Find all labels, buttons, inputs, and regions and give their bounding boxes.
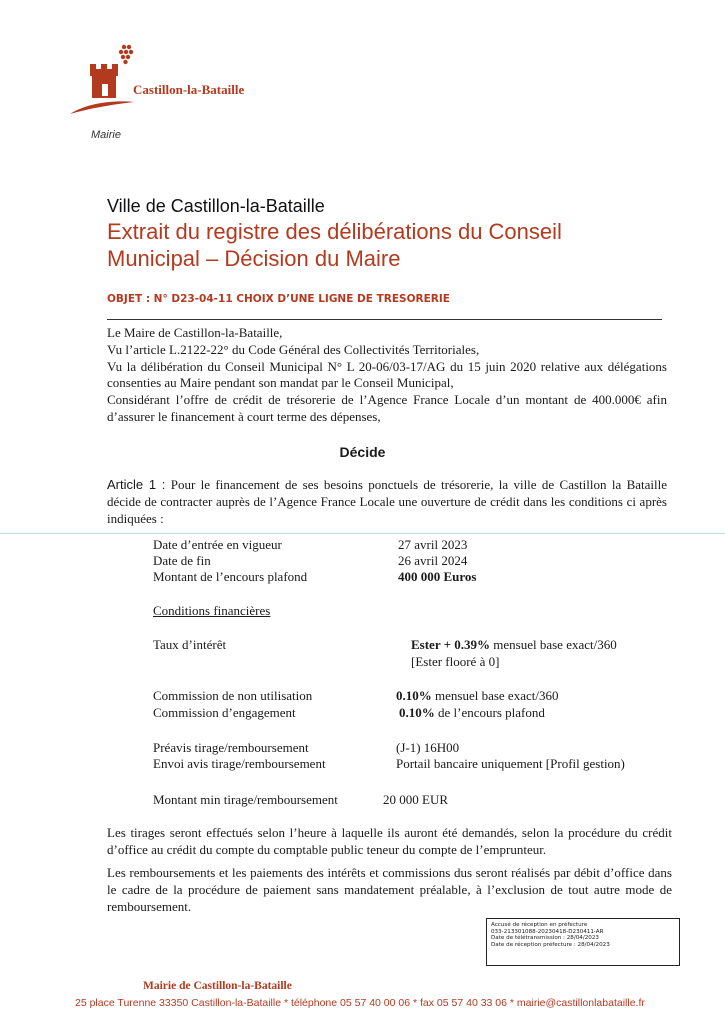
article-1 xyxy=(107,476,667,527)
objet-line: OBJET : N° D23-04-11 CHOIX D’UNE LIGNE DE TRESORERIE xyxy=(107,293,450,305)
commission-label: Commission de non utilisation xyxy=(153,688,313,703)
town-logo xyxy=(68,42,138,122)
footer-address: 25 place Turenne 33350 Castillon-la-Bataille * téléphone 05 57 40 00 06 * fax 05 57 40 33 06 * mairie@castillonlabataille.fr xyxy=(75,997,645,1009)
prefecture-receipt-stamp xyxy=(486,918,680,966)
term-label: Date de fin xyxy=(153,553,211,568)
taux-note: [Ester flooré à 0] xyxy=(411,654,500,669)
intro-block xyxy=(107,325,667,426)
castle-logo-icon xyxy=(68,42,138,122)
article-1-text: Pour le financement de ses besoins ponctuels de trésorerie, la ville de Castillon la Bataille décide de contracter auprès de l’Agence France Locale une ouverture de crédit dans les conditions ci après indiquées : xyxy=(107,477,668,526)
intro-line: Vu la délibération du Conseil Municipal N° L 20-06/03-17/AG du 15 juin 2020 relative aux délégations consenties au Maire pendant son mandat par le Conseil Municipal, xyxy=(107,358,667,391)
term-label: Montant de l’encours plafond xyxy=(153,569,308,584)
term-label: Date d’entrée en vigueur xyxy=(153,537,282,552)
ville-heading: Ville de Castillon-la-Bataille xyxy=(107,196,325,216)
taux-base: mensuel base exact/360 xyxy=(490,637,617,652)
commission-rate: 0.10% xyxy=(396,688,432,703)
commission-label: Commission d’engagement xyxy=(153,705,296,720)
logo-subtitle: Mairie xyxy=(91,129,121,141)
commission-rate: 0.10% xyxy=(399,705,435,720)
term-value: 400 000 Euros xyxy=(398,569,477,584)
intro-line: Considérant l’offre de crédit de trésorerie de l’Agence France Locale d’un montant de 400.000€ afin d’assurer le financement à court terme des dépenses, xyxy=(107,392,667,424)
article-1-label: Article 1 : xyxy=(107,477,166,492)
commission-base: de l’encours plafond xyxy=(434,705,545,720)
taux-rate: Ester + 0.39% xyxy=(411,637,491,652)
scan-artifact-line xyxy=(0,533,725,534)
preavis-value: (J-1) 16H00 xyxy=(396,740,460,755)
envoi-label: Envoi avis tirage/remboursement xyxy=(153,756,326,771)
taux-label: Taux d’intérêt xyxy=(153,637,227,652)
title-line-2: Municipal – Décision du Maire xyxy=(107,246,401,271)
montant-min-value: 20 000 EUR xyxy=(383,792,448,807)
stamp-line: Accusé de réception en préfecture xyxy=(491,922,588,928)
commission-value xyxy=(396,688,558,704)
stamp-line: 033-213301088-20230418-D230411-AR xyxy=(491,928,604,935)
commission-base: mensuel base exact/360 xyxy=(431,688,559,703)
title-line-1: Extrait du registre des délibérations du Conseil xyxy=(107,219,562,244)
term-value: 26 avril 2024 xyxy=(398,553,468,568)
envoi-value: Portail bancaire uniquement [Profil gestion) xyxy=(396,756,625,771)
intro-line: Vu l’article L.2122-22° du Code Général des Collectivités Territoriales, xyxy=(107,341,480,357)
taux-value xyxy=(411,637,617,653)
logo-name: Castillon-la-Bataille xyxy=(133,82,245,97)
document-title xyxy=(107,218,667,272)
paragraph-remboursements: Les remboursements et les paiements des intérêts et commissions dus seront réalisés par débit d’office dans le cadre de la procédure de paiement sans mandatement préalable, à l’exclusion de tout autre mode de remboursement. xyxy=(107,865,672,914)
term-value: 27 avril 2023 xyxy=(398,537,468,552)
footer-name: Mairie de Castillon-la-Bataille xyxy=(143,980,292,992)
montant-min-label: Montant min tirage/remboursement xyxy=(153,792,338,807)
commission-value xyxy=(399,705,545,721)
divider xyxy=(107,319,662,320)
stamp-line: Date de réception préfecture : 28/04/2023 xyxy=(491,942,610,949)
stamp-line: Date de télétransmission : 28/04/2023 xyxy=(491,935,599,942)
conditions-heading: Conditions financières xyxy=(153,603,271,618)
preavis-label: Préavis tirage/remboursement xyxy=(153,740,309,755)
decide-heading: Décide xyxy=(339,444,386,460)
paragraph-tirages: Les tirages seront effectués selon l’heure à laquelle ils auront été demandés, selon la procédure du crédit d’office au crédit du compte du comptable public teneur du compte de l’emprunteur. xyxy=(107,825,672,857)
intro-line: Le Maire de Castillon-la-Bataille, xyxy=(107,325,283,340)
